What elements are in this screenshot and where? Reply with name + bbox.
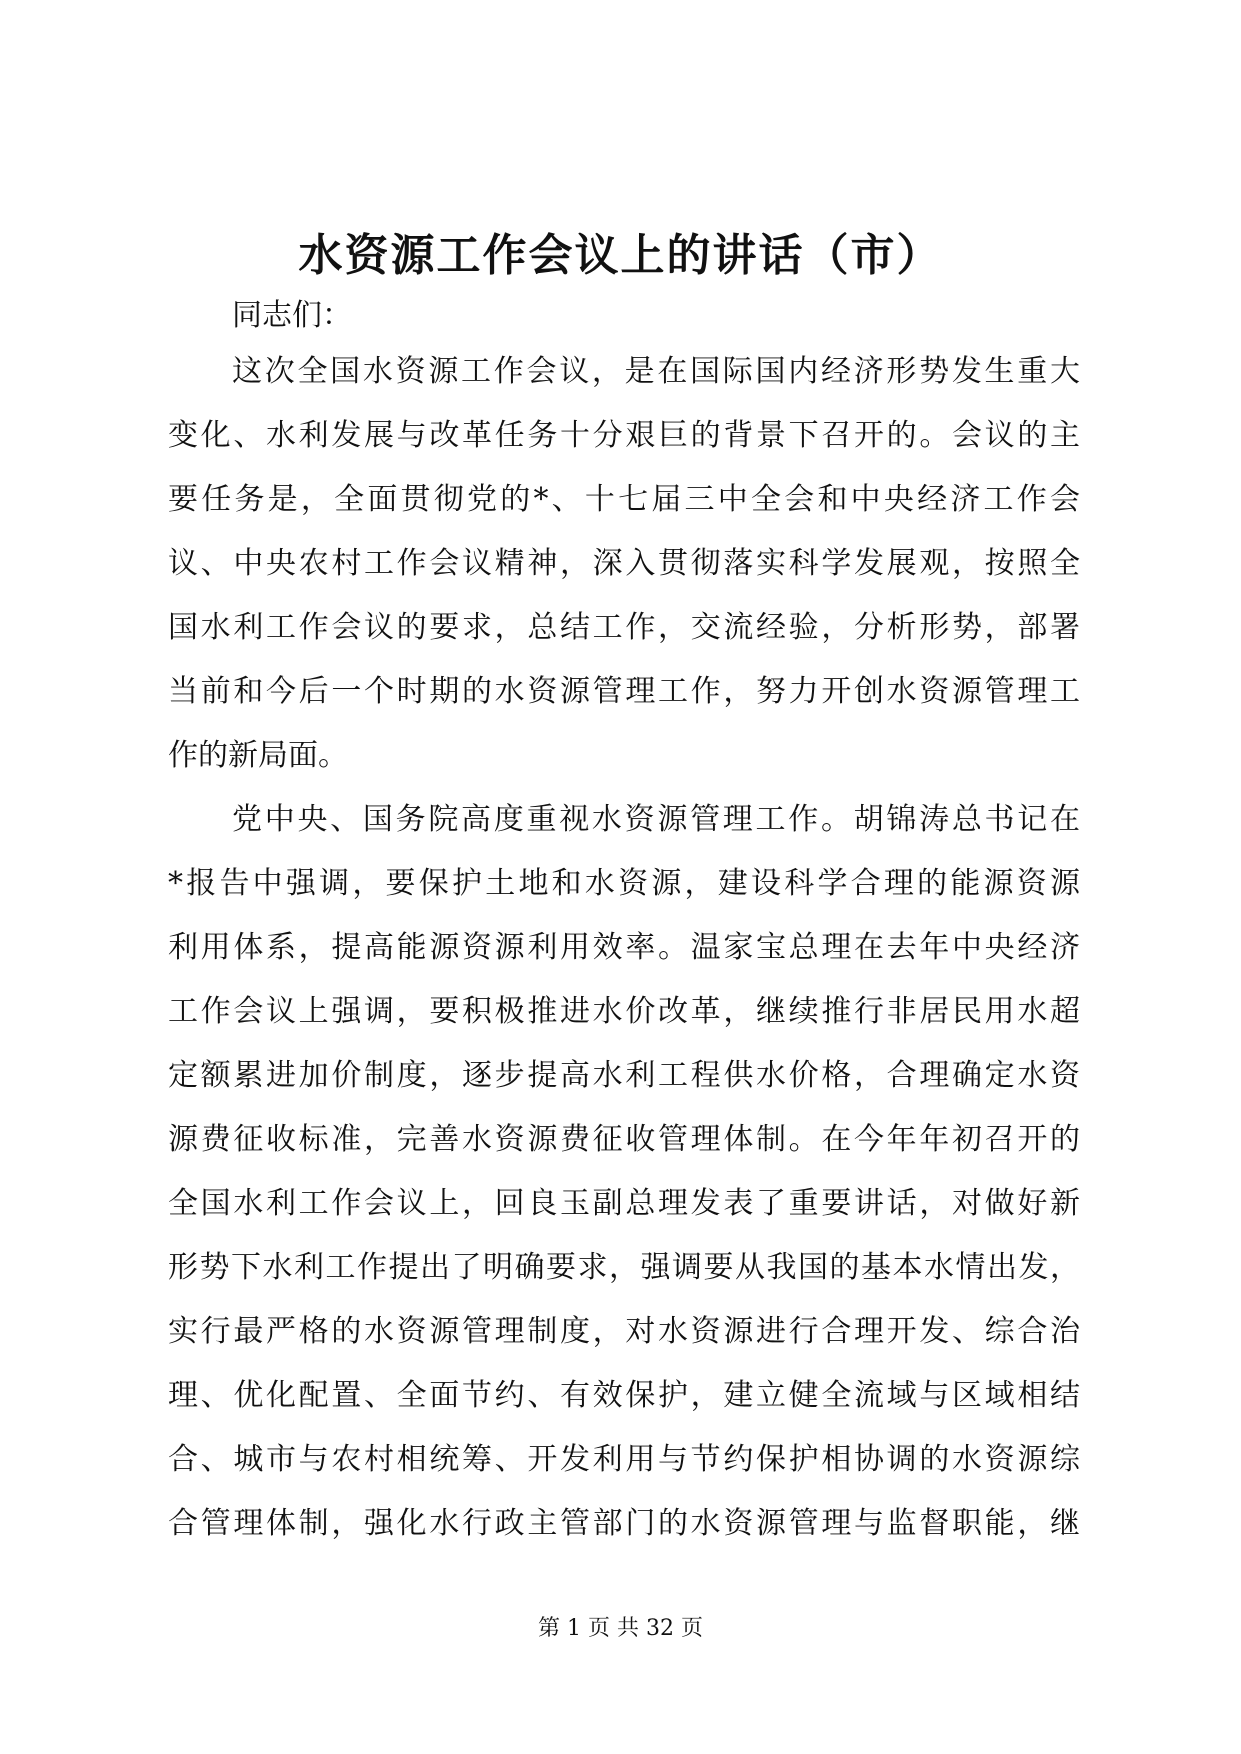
paragraph-1 — [168, 352, 1080, 800]
paragraph-line: 当前和今后一个时期的水资源管理工作，努力开创水资源管理工 — [168, 674, 1080, 709]
paragraph-line: 源费征收标准，完善水资源费征收管理体制。在今年年初召开的 — [168, 1122, 1080, 1157]
page-indicator: 第 1 页 共 32 页 — [538, 1616, 703, 1641]
paragraph-line: 实行最严格的水资源管理制度，对水资源进行合理开发、综合治 — [168, 1314, 1080, 1349]
paragraph-line: 议、中央农村工作会议精神，深入贯彻落实科学发展观，按照全 — [168, 546, 1080, 581]
paragraph-line: 理、优化配置、全面节约、有效保护，建立健全流域与区域相结 — [168, 1378, 1080, 1413]
paragraph-line: 国水利工作会议的要求，总结工作，交流经验，分析形势，部署 — [168, 610, 1080, 645]
document-title: 水资源工作会议上的讲话（市） — [298, 230, 943, 281]
paragraph-line: 合、城市与农村相统筹、开发利用与节约保护相协调的水资源综 — [168, 1442, 1080, 1477]
paragraph-line: 利用体系，提高能源资源利用效率。温家宝总理在去年中央经济 — [168, 930, 1080, 965]
paragraph-line: 作的新局面。 — [168, 738, 348, 773]
paragraph-line: 党中央、国务院高度重视水资源管理工作。胡锦涛总书记在 — [232, 802, 1080, 837]
paragraph-line: 定额累进加价制度，逐步提高水利工程供水价格，合理确定水资 — [168, 1058, 1080, 1093]
paragraph-line: 要任务是，全面贯彻党的*、十七届三中全会和中央经济工作会 — [168, 482, 1080, 517]
paragraph-2 — [168, 800, 1080, 1568]
paragraph-line: 全国水利工作会议上，回良玉副总理发表了重要讲话，对做好新 — [168, 1186, 1080, 1221]
paragraph-line: 工作会议上强调，要积极推进水价改革，继续推行非居民用水超 — [168, 994, 1080, 1029]
paragraph-line: 合管理体制，强化水行政主管部门的水资源管理与监督职能，继 — [168, 1506, 1080, 1541]
paragraph-line: 这次全国水资源工作会议，是在国际国内经济形势发生重大 — [232, 354, 1080, 389]
paragraph-line: 变化、水利发展与改革任务十分艰巨的背景下召开的。会议的主 — [168, 418, 1080, 453]
paragraph-line: 形势下水利工作提出了明确要求，强调要从我国的基本水情出发， — [168, 1250, 1080, 1285]
paragraph-line: *报告中强调，要保护土地和水资源，建设科学合理的能源资源 — [168, 866, 1080, 901]
salutation: 同志们： — [232, 298, 352, 333]
